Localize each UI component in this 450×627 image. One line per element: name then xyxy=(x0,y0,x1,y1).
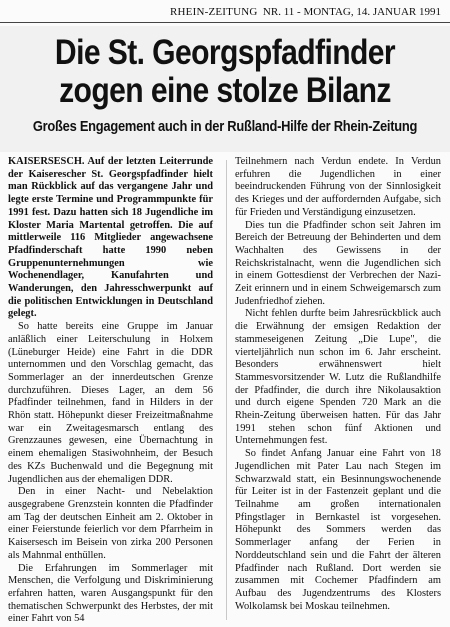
column-divider xyxy=(226,160,227,620)
paragraph: KAISERSESCH. Auf der letzten Leiterrunde der Kaiserescher St. Georgspfadfinder hielt man Rückblick auf das vergangene Jahr und legte erste Termine und Programmpunkte für 1991 fest. Dazu hatten sich 18 Jugendliche im Kloster Maria Martental getroffen. Die auf mittlerweile 116 Mitglieder angewachsene Pfadfinderschaft hatte 1990 neben Gruppenunternehmungen wie Wochenendlager, Kanufahrten und Wanderungen, den Jahresschwerpunkt auf die politischen Entwicklungen in Deutschland gelegt. xyxy=(8,156,213,320)
paragraph: Den in einer Nacht- und Nebelaktion ausgegrabene Grenzstein konnten die Pfadfinder am Tag der deutschen Einheit am 2. Oktober in einer Feierstunde feierlich vor dem Pfarrheim in Kaisersesch im Beisein von zirka 200 Personen als Mahnmal enthüllen. xyxy=(8,486,213,561)
article-headline xyxy=(32,34,419,110)
article-column-right xyxy=(235,156,441,613)
paragraph: So findet Anfang Januar eine Fahrt von 18 Jugendlichen mit Pater Lau nach Stegen im Schwarzwald statt, ein Besinnungswochenende für Leiter ist in der Fastenzeit geplant und die Teilnahme am großen internationalen Pfingstlager in Bernkastel ist vorgesehen. Höhepunkt des Sommers werden das Sommerlager anfang der Ferien in Norddeutschland sein und die Fahrt der älteren Pfadfinder nach Rußland. Dort werden sie zusammen mit Cochemer Pfadfindern am Aufbau des Jugendzentrums des Klosters Wolkolamsk bei Moskau teilnehmen. xyxy=(235,448,441,612)
paragraph: Die Erfahrungen im Sommerlager mit Menschen, die Verfolgung und Diskriminierung erfahren hatten, waren Ausgangspunkt für den thematischen Schwerpunkt des Herbstes, der mit einer Fahrt von 54 xyxy=(8,562,213,625)
article-column-left xyxy=(8,156,213,626)
headline-line-2: zogen eine stolze Bilanz xyxy=(59,71,391,110)
paragraph: Nicht fehlen durfte beim Jahresrückblick auch die Erwähnung der emsigen Redaktion der stammeseigenen Zeitung „Die Lupe", die vierteljährlich nun schon im 6. Jahr erscheint. Besonders erwähnenswert hielt Stammesvorsitzender W. Lutz die Rußlandhilfe der Pfadfinder, die durch ihre Nikolausaktion und durch eigene Spenden 720 Mark an die Rhein-Zeitung überweisen hatten. Für das Jahr 1991 stehen schon fünf Aktionen und Unternehmungen fest. xyxy=(235,308,441,447)
headline-line-1: Die St. Georgspfadfinder xyxy=(54,33,396,72)
paragraph: So hatte bereits eine Gruppe im Januar anläßlich einer Leiterschulung in Holxem (Lüneburger Heide) eine Fahrt in die DDR unternommen und den Vorschlag gemacht, das Sommerlager an der innerdeutschen Grenze durchzuführen. Dieses Lager, an dem 56 Pfadfinder teilnehmen, fand in Hilders in der Rhön statt. Höhepunkt dieser Freizeitmaßnahme war ein Zweitagesmarsch entlang des Grenzzaunes gewesen, eine Übernachtung in einem ehemaligen Stasiwohnheim, der Besuch des KZs Buchenwald und die Begegnung mit Jugendlichen aus der ehemaligen DDR. xyxy=(8,321,213,485)
masthead xyxy=(0,0,450,23)
article-subheadline: Großes Engagement auch in der Rußland-Hilfe der Rhein-Zeitung xyxy=(32,118,418,135)
issue-info: NR. 11 - MONTAG, 14. JANUAR 1991 xyxy=(262,6,441,18)
paragraph: Dies tun die Pfadfinder schon seit Jahren im Bereich der Betreuung der Behinderten und dem Wachhalten des Gewissens in der Reichskristalnacht, wenn die Jugendlichen sich in einem Gottesdienst der Verbrechen der Nazi-Zeit erinnern und in einem Schweigemarsch zum Judenfriedhof ziehen. xyxy=(235,219,441,307)
newspaper-name: RHEIN-ZEITUNG xyxy=(170,6,258,18)
paragraph: Teilnehmern nach Verdun endete. In Verdun erfuhren die Jugendlichen in einer beeindruckenden Führung von der Sinnlosigkeit des Krieges und der auffordernden Aufgabe, sich für Frieden und Verständigung einzusetzen. xyxy=(235,156,441,218)
